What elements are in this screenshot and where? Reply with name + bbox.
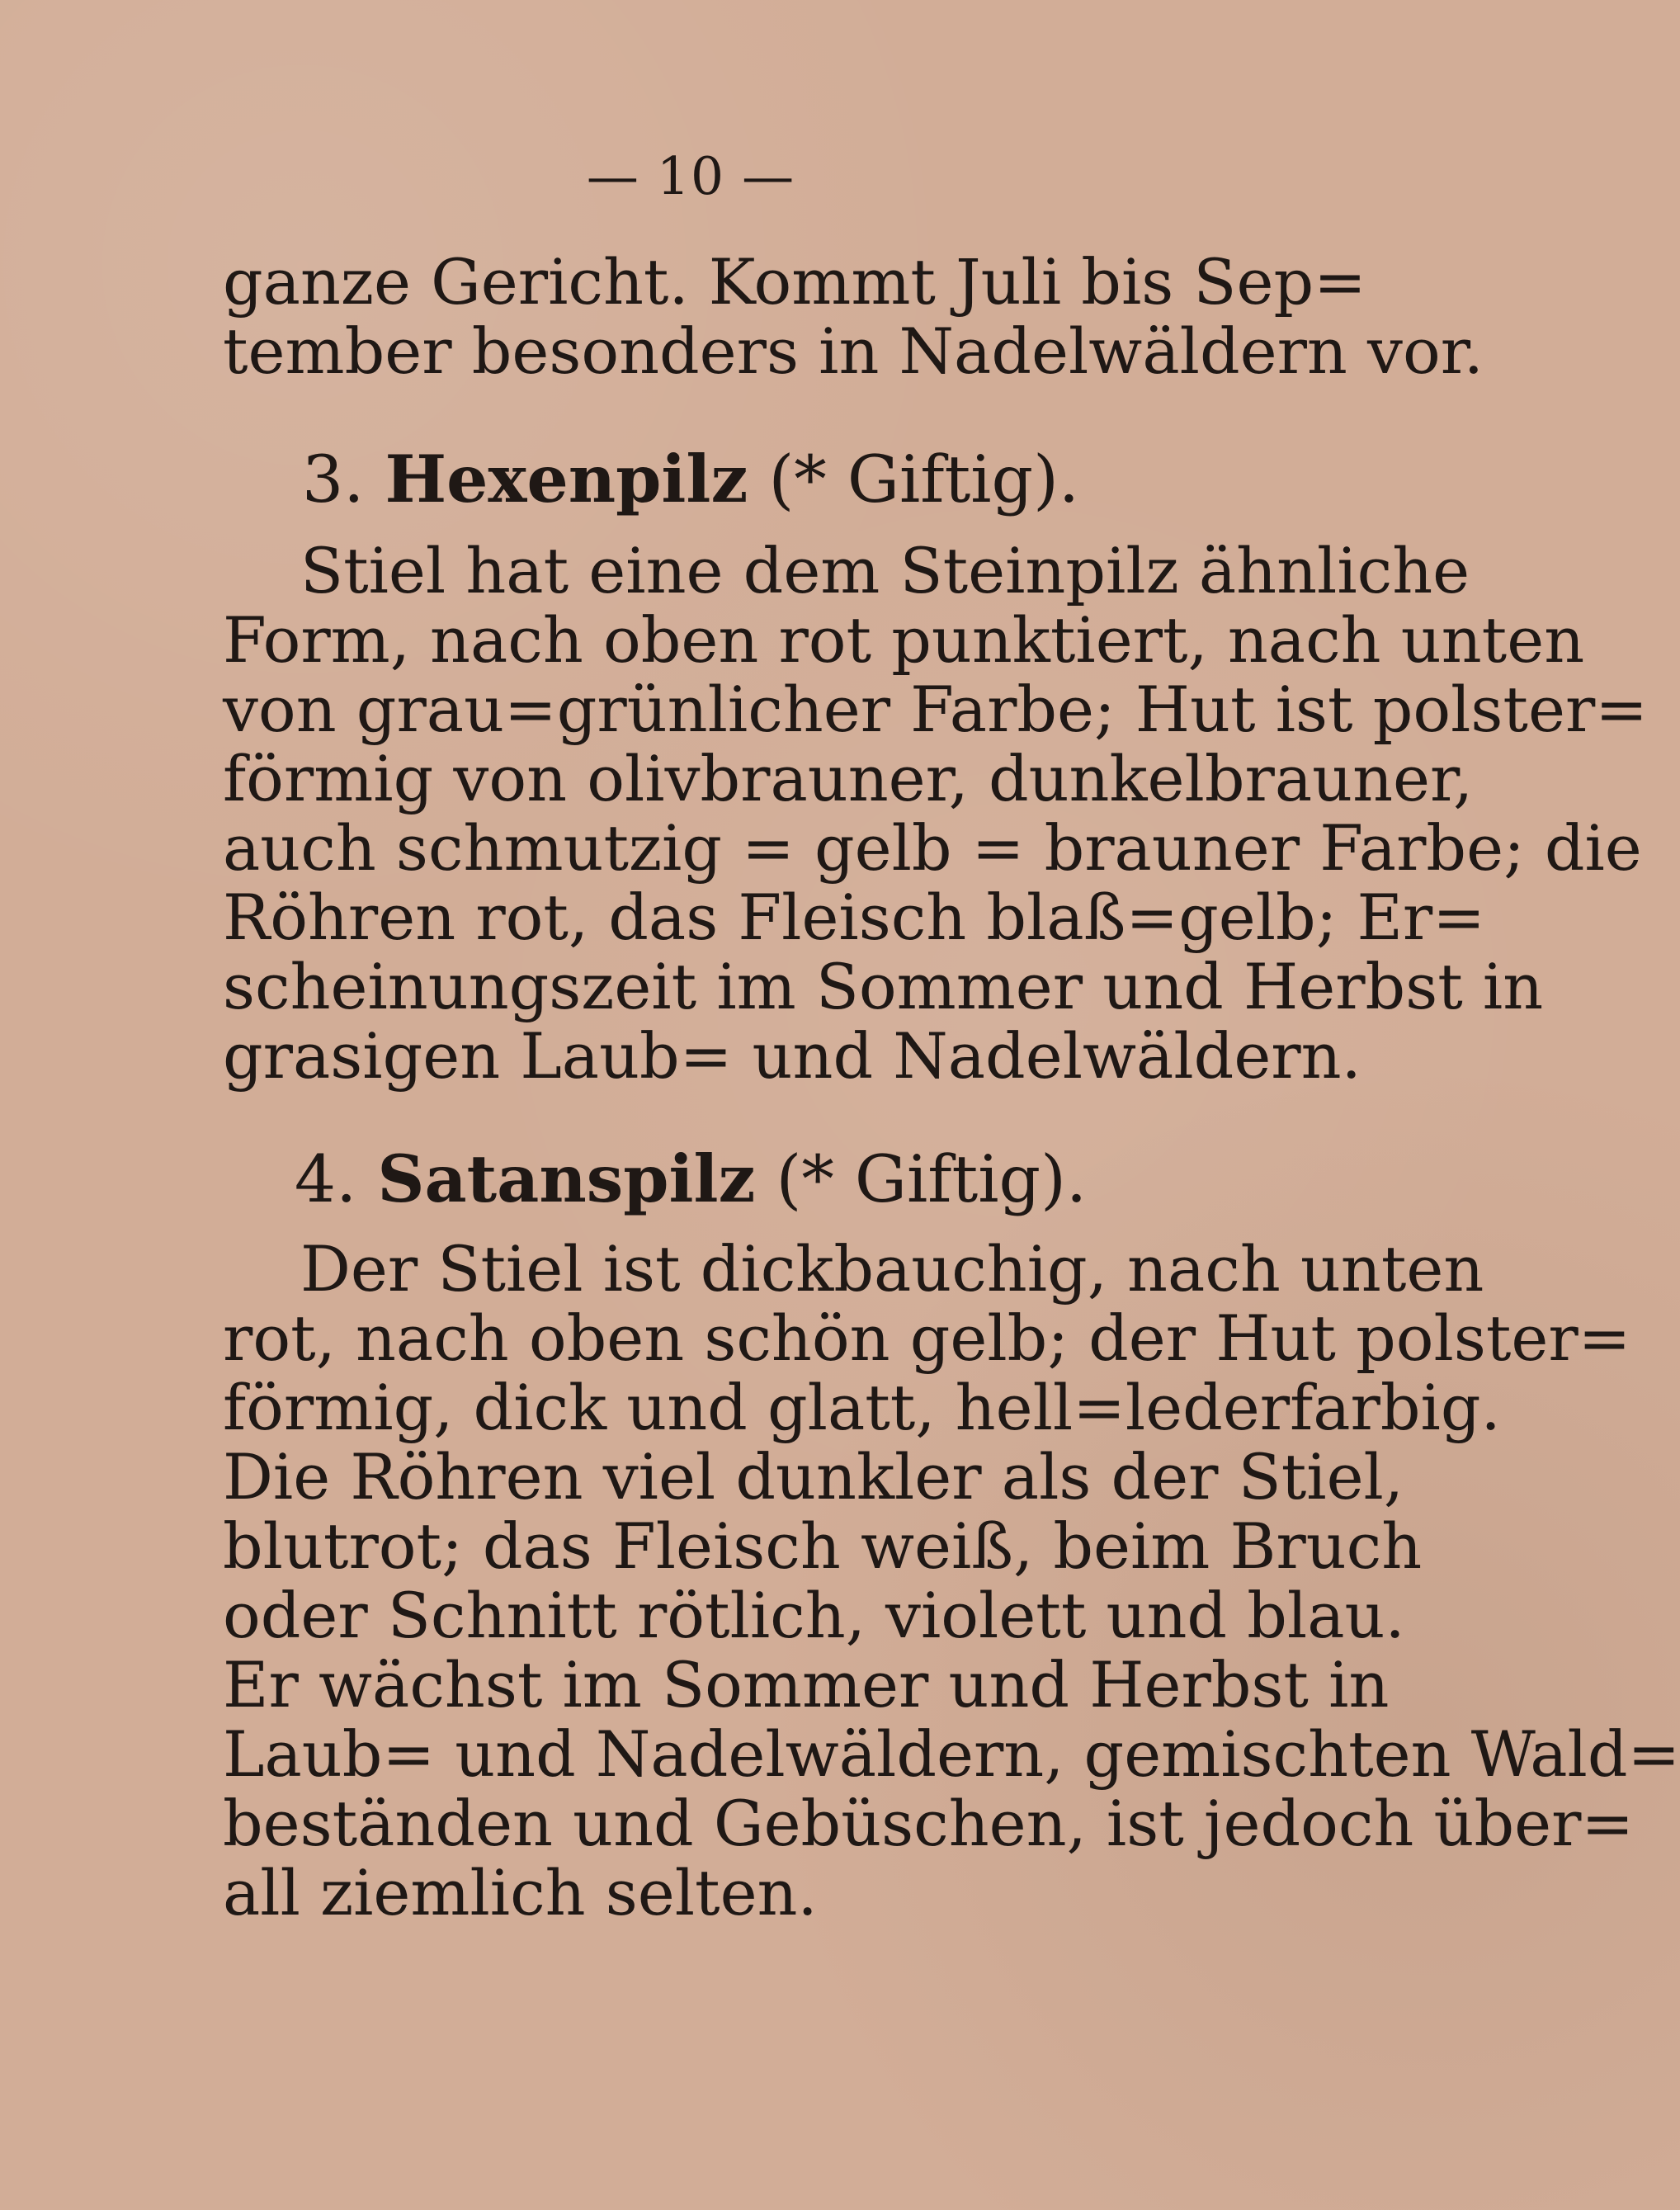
heading-note: (* Giftig). (768, 442, 1079, 517)
heading-number: 3. (301, 442, 365, 517)
text-line: ganze Gericht. Kommt Juli bis Sep= (223, 245, 1366, 319)
intro-paragraph (223, 245, 1484, 388)
text-line: Die Röhren viel dunkler als der Stiel, (223, 1440, 1404, 1513)
text-line: förmig von olivbrauner, dunkelbrauner, (223, 742, 1474, 815)
text-line: grasigen Laub= und Nadelwäldern. (223, 1019, 1361, 1093)
text-line: beständen und Gebüschen, ist jedoch über= (223, 1787, 1635, 1860)
text-line: Der Stiel ist dickbauchig, nach unten (300, 1232, 1484, 1306)
heading-note: (* Giftig). (776, 1141, 1088, 1217)
text-line: all ziemlich selten. (223, 1856, 818, 1929)
text-line: von grau=grünlicher Farbe; Hut ist polster= (223, 673, 1648, 746)
heading-title: Hexenpilz (385, 441, 748, 517)
heading-title: Satanspilz (377, 1140, 756, 1217)
page-number: — 10 — (586, 146, 795, 206)
text-line: Röhren rot, das Fleisch blaß=gelb; Er= (223, 881, 1485, 954)
section-paragraph-satanspilz (223, 1232, 1680, 1929)
text-line: Er wächst im Sommer und Herbst in (223, 1648, 1390, 1721)
text-line: blutrot; das Fleisch weiß, beim Bruch (223, 1509, 1423, 1583)
section-heading-hexenpilz (0, 441, 1381, 517)
text-line: rot, nach oben schön gelb; der Hut polster= (223, 1301, 1631, 1375)
section-heading-satanspilz (0, 1140, 1381, 1217)
text-line: Stiel hat eine dem Steinpilz ähnliche (300, 534, 1470, 607)
text-line: auch schmutzig = gelb = brauner Farbe; die (223, 811, 1642, 885)
text-line: tember besonders in Nadelwäldern vor. (223, 314, 1484, 388)
section-paragraph-hexenpilz (223, 534, 1648, 1093)
heading-number: 4. (294, 1141, 357, 1217)
text-line: oder Schnitt rötlich, violett und blau. (223, 1579, 1405, 1652)
text-line: Laub= und Nadelwäldern, gemischten Wald= (223, 1717, 1680, 1791)
text-line: förmig, dick und glatt, hell=lederfarbig. (223, 1371, 1501, 1444)
text-line: scheinungszeit im Sommer und Herbst in (223, 950, 1544, 1023)
text-line: Form, nach oben rot punktiert, nach unten (223, 603, 1585, 677)
